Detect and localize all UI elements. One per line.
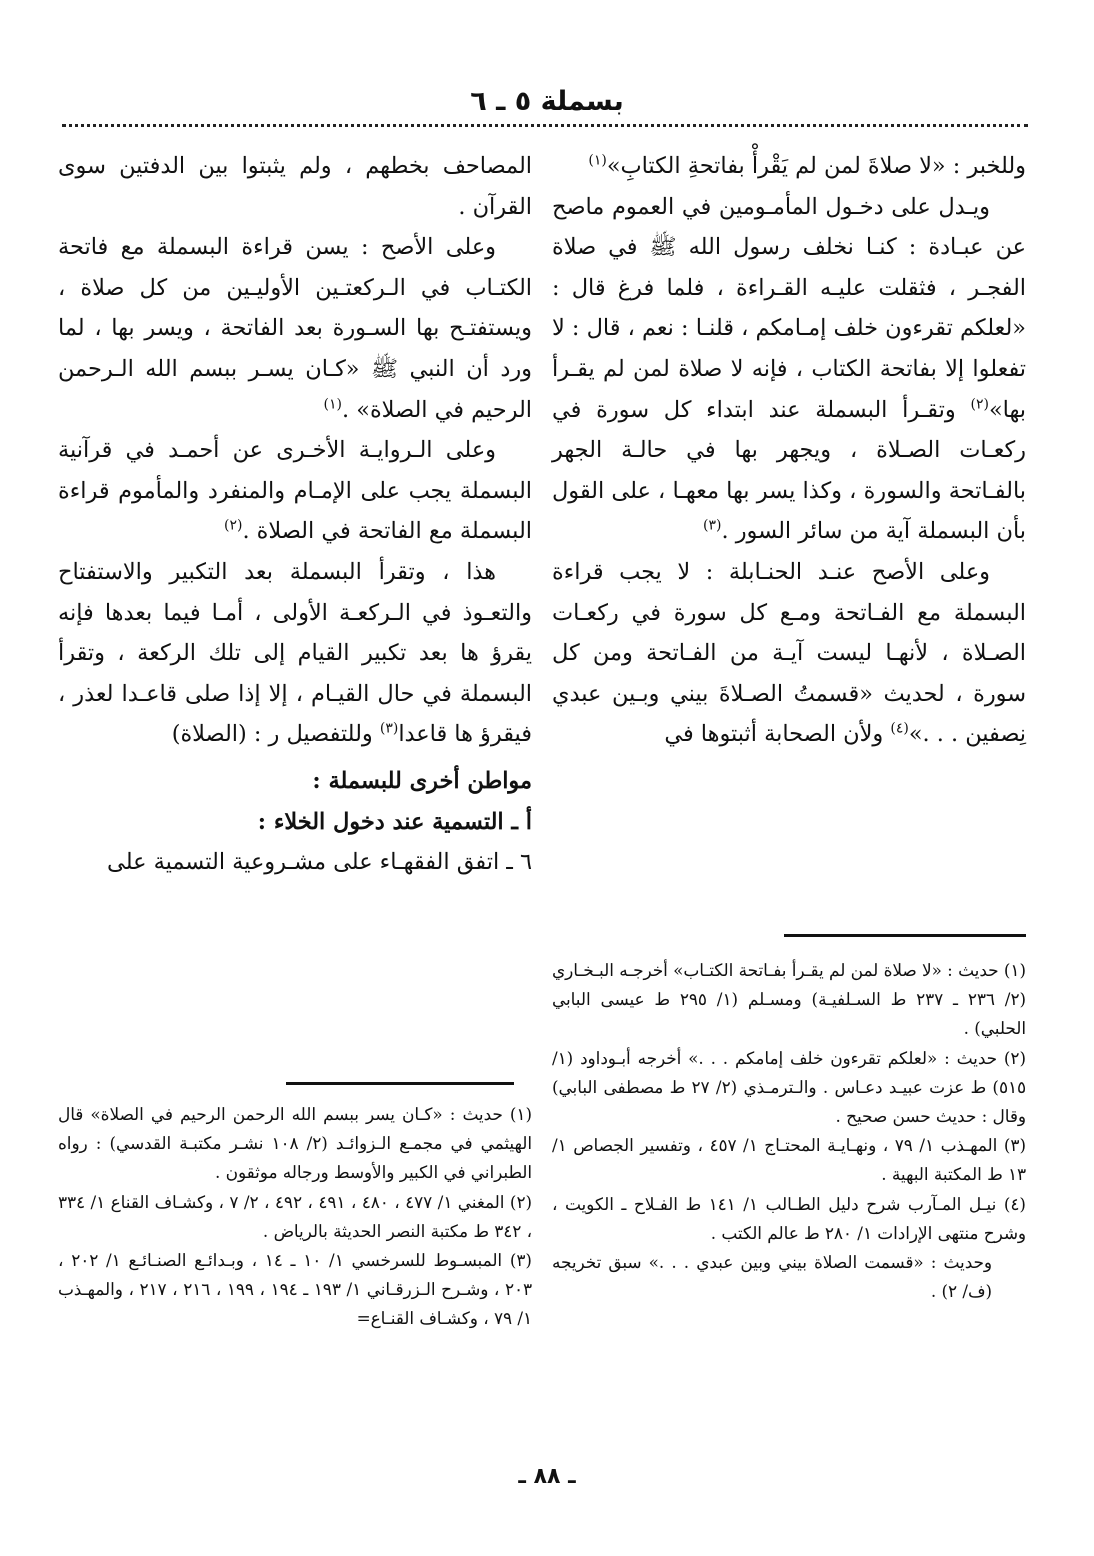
footnote: (٤) نيـل المـآرب شرح دليل الطـالب ١/ ١٤١ ط الفـلاح ـ الكويت ، وشرح منتهى الإرادات ١/ ٢٨٠ ط عالم الكتب . bbox=[552, 1193, 1026, 1243]
footnotes-left bbox=[58, 1100, 532, 1334]
footnote: (٢) المغني ١/ ٤٧٧ ، ٤٨٠ ، ٤٩١ ، ٤٩٢ ، ٢/ ٧ ، وكشـاف القناع ١/ ٣٣٤ ، ٣٤٢ ط مكتبة النصر الحديثة بالرياض . bbox=[58, 1191, 533, 1241]
footnote-marker: (١) bbox=[588, 152, 607, 169]
footnote-marker: (٣) bbox=[703, 517, 722, 534]
footnote-rule-left bbox=[286, 1082, 514, 1085]
paragraph-six-start: ٦ ـ اتفق الفقهـاء على مشـروعية التسمية على bbox=[107, 849, 532, 876]
left-paragraph: وعلى الأصح : يسن قراءة البسملة مع فاتحة الكتـاب في الـركعتـين الأوليـين من كل صلاة ، ويستفتـح بها السـورة بعد الفاتحة ، ويسر بها ، لما ورد أن النبي ﷺ «كـان يسـر ببسم الله الـرحمن الرحيم في الصلاة» .$^{(١)}$ bbox=[58, 234, 532, 423]
footnote: (٣) المبسـوط للسرخسي ١/ ١٠ ـ ١٤ ، وبـدائـع الصنـائـع ١/ ٢٠٢ ، ٢٠٣ ، وشـرح الـزرقـاني ١/ ١٩٣ ـ ١٩٤ ، ١٩٩ ، ٢١٦ ، ٢١٧ ، والمهـذب ١/ ٧٩ ، وكشـاف القنـاع= bbox=[58, 1250, 532, 1329]
footnote: (٢) حديث : «لعلكم تقرءون خلف إمامكم . . .» أخرجه أبـوداود (١/ ٥١٥) ط عزت عبيـد دعـاس . والـترمـذي (٢/ ٢٧ ط مصطفى البابي) وقال : حديث حسن صحيح . bbox=[552, 1047, 1026, 1127]
footnote: (١) حديث : «لا صلاة لمن لم يقـرأ بفـاتحة الكتـاب» أخرجـه البـخـاري (٢/ ٢٣٦ ـ ٢٣٧ ط السـلفيـة) ومسـلم (١/ ٢٩٥ ط عيسى البابي الحلبي) . bbox=[552, 960, 1027, 1039]
footnote-continuation: وحديث : «قسمت الصلاة بيني وبين عبدي . . .» سبق تخريجه (ف/ ٢) . bbox=[552, 1252, 992, 1302]
footnote-marker: (٣) bbox=[379, 720, 399, 737]
footnote-rule-right bbox=[784, 934, 1026, 937]
header-dotted-rule bbox=[62, 124, 1028, 127]
footnotes-right bbox=[552, 956, 1026, 1306]
left-paragraph: هذا ، وتقرأ البسملة بعد التكبير والاستفتاح والتعـوذ في الـركعـة الأولى ، أمـا فيما بعدها فإنه يقرؤ ها بعد تكبير القيام إلى تلك الركعة ، وتقرأ البسملة في حال القيـام ، إلا إذا صلى قاعـدا لعذر ، فيقرؤ ها قاعدا$^{(٣)}$ وللتفصيل ر : (الصلاة) bbox=[58, 558, 532, 748]
left-paragraph: وعلى الـروايـة الأخـرى عن أحمـد في قرآنية البسملة يجب على الإمـام والمنفرد والمأموم قراءة البسملة مع الفاتحة في الصلاة .$^{(٢)}$ bbox=[58, 437, 532, 545]
right-column bbox=[552, 146, 1026, 755]
footnote-marker: (٢) bbox=[223, 517, 243, 534]
footnote-marker: (١) bbox=[323, 396, 343, 413]
section-heading: مواطن أخرى للبسملة : bbox=[312, 767, 532, 794]
footnote: (١) حديث : «كـان يسر ببسم الله الرحمن الرحيم في الصلاة» قال الهيثمي في مجمـع الـزوائـد (٢/ ١٠٨ نشـر مكتبـة القدسي) : رواه الطبراني في الكبير والأوسط ورجاله موثقون . bbox=[58, 1104, 532, 1183]
footnote-marker: (٤) bbox=[890, 720, 909, 737]
left-paragraph: المصاحف بخطهم ، ولم يثبتوا بين الدفتين سوى القرآن . bbox=[58, 153, 532, 220]
left-column bbox=[58, 146, 532, 883]
right-paragraph: وللخبر : «لا صلاةَ لمن لم يَقْرأْ بفاتحةِ الكتابِ»$^{(١)}$ bbox=[588, 152, 1026, 179]
footnote-marker: (٢) bbox=[970, 396, 989, 413]
right-paragraph: وعلى الأصح عنـد الحنـابلة : لا يجب قراءة البسملة مع الفـاتحة ومـع كل سورة في ركعـات الصـلاة ، لأنهـا ليست آيـة من الفـاتحة ومن كل سورة ، لحديث «قسمتُ الصـلاةَ بيني وبـين عبدي نِصفين . . .»$^{(٤)}$ ولأن الصحابة أثبتوها في bbox=[552, 558, 1026, 748]
subheading: أ ـ التسمية عند دخول الخلاء : bbox=[257, 808, 532, 835]
right-paragraph: ويـدل على دخـول المأمـومين في العموم ماصح عن عبـادة : كنـا نخلف رسول الله ﷺ في صلاة الفجـر ، فثقلت عليـه القـراءة ، فلما فرغ قال : «لعلكم تقرءون خلف إمـامكم ، قلنـا : نعم ، قال : لا تفعلوا إلا بفاتحة الكتاب ، فإنه لا صلاة لمن لم يقـرأ بها»$^{(٢)}$ وتقـرأ البسملة عند ابتداء كل سورة في ركعـات الصـلاة ، ويجهر بها في حالـة الجهر بالفـاتحة والسورة ، وكذا يسر بها معهـا ، على القول بأن البسملة آية من سائر السور .$^{(٣)}$ bbox=[552, 193, 1027, 545]
running-header: بسملة ٥ ـ ٦ bbox=[470, 86, 624, 117]
footnote: (٣) المهـذب ١/ ٧٩ ، ونهـايـة المحتـاج ١/ ٤٥٧ ، وتفسير الجصاص ١/ ١٣ ط المكتبة البهية . bbox=[552, 1135, 1026, 1185]
page-number: ـ ٨٨ ـ bbox=[518, 1464, 576, 1489]
